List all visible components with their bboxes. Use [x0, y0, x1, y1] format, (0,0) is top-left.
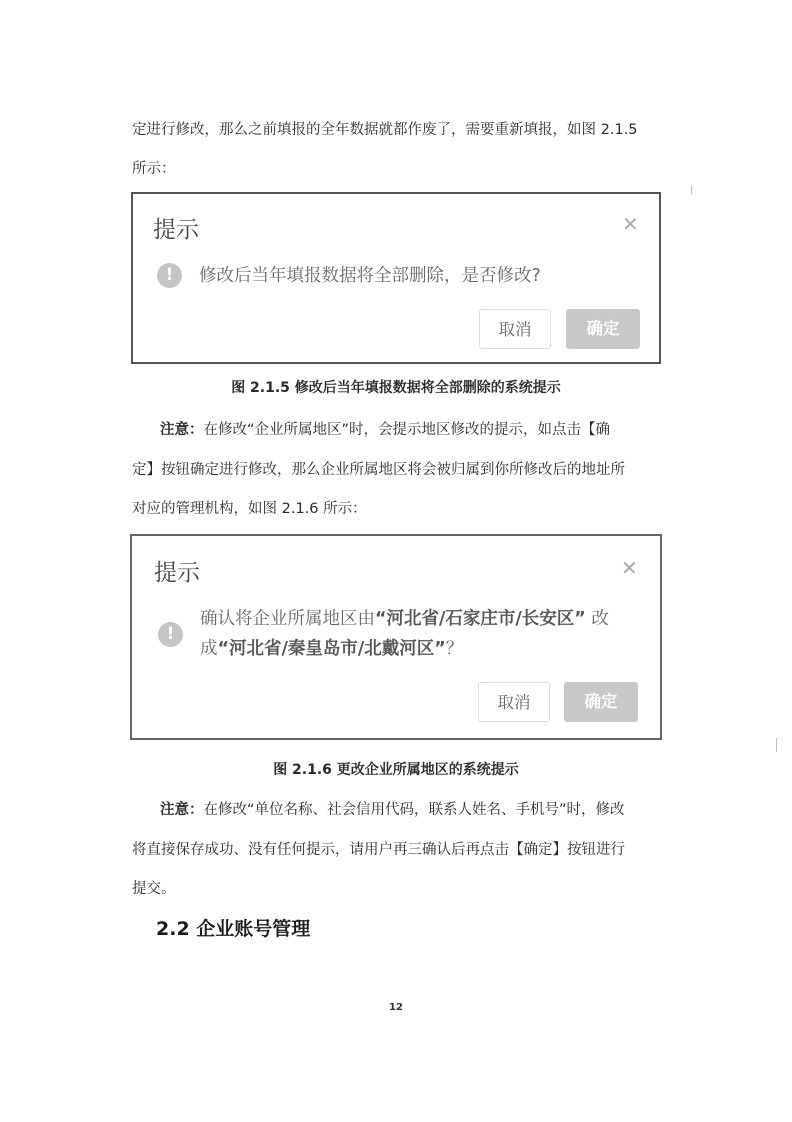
dialog-screenshot-1: [131, 192, 661, 364]
message-text: ？: [445, 639, 464, 659]
section-heading: 2.2 企业账号管理: [156, 918, 311, 940]
body-text-line: 定】按钮确定进行修改，那么企业所属地区将会被归属到你所修改后的地址所: [132, 462, 625, 478]
dialog-message: 修改后当年填报数据将全部删除，是否修改?: [199, 266, 541, 286]
new-region: “河北省/秦皇岛市/北戴河区”: [217, 639, 446, 659]
dialog-title: 提示: [154, 560, 200, 586]
figure-caption: 图 2.1.5 修改后当年填报数据将全部删除的系统提示: [231, 380, 561, 396]
body-text-line: 定进行修改，那么之前填报的全年数据就都作废了，需要重新填报，如图 2.1.5: [132, 122, 638, 138]
note-text: 在修改“企业所属地区”时，会提示地区修改的提示，如点击【确: [203, 422, 611, 438]
cancel-button[interactable]: 取消: [479, 309, 551, 349]
cancel-button[interactable]: 取消: [478, 682, 550, 722]
warning-icon: !: [157, 263, 182, 288]
dialog-screenshot-2: [130, 534, 662, 740]
body-text-line: 提交。: [132, 881, 176, 897]
page-number: 12: [389, 1002, 403, 1013]
note-label: 注意：: [160, 422, 204, 438]
scan-artifact: [691, 186, 692, 194]
note-text: 在修改“单位名称、社会信用代码，联系人姓名、手机号”时，修改: [203, 802, 625, 818]
figure-caption: 图 2.1.6 更改企业所属地区的系统提示: [273, 762, 519, 778]
close-icon[interactable]: ✕: [622, 212, 639, 236]
message-text: 确认将企业所属地区由: [200, 609, 375, 629]
warning-icon: !: [158, 622, 183, 647]
note-label: 注意：: [160, 802, 204, 818]
old-region: “河北省/石家庄市/长安区”: [375, 609, 586, 629]
dialog-title: 提示: [153, 217, 199, 243]
message-text: 改: [591, 609, 609, 629]
body-text-line: 将直接保存成功、没有任何提示，请用户再三确认后再点击【确定】按钮进行: [132, 842, 625, 858]
confirm-button[interactable]: 确定: [566, 309, 640, 349]
body-text-line: 对应的管理机构，如图 2.1.6 所示：: [132, 501, 367, 517]
confirm-button[interactable]: 确定: [564, 682, 638, 722]
body-text-line: 所示：: [132, 161, 176, 177]
message-text: 成: [200, 639, 218, 659]
close-icon[interactable]: ✕: [621, 556, 638, 580]
note-paragraph: [160, 798, 660, 819]
scan-artifact: [776, 738, 777, 752]
note-paragraph: [160, 418, 660, 439]
dialog-message: [200, 604, 609, 664]
